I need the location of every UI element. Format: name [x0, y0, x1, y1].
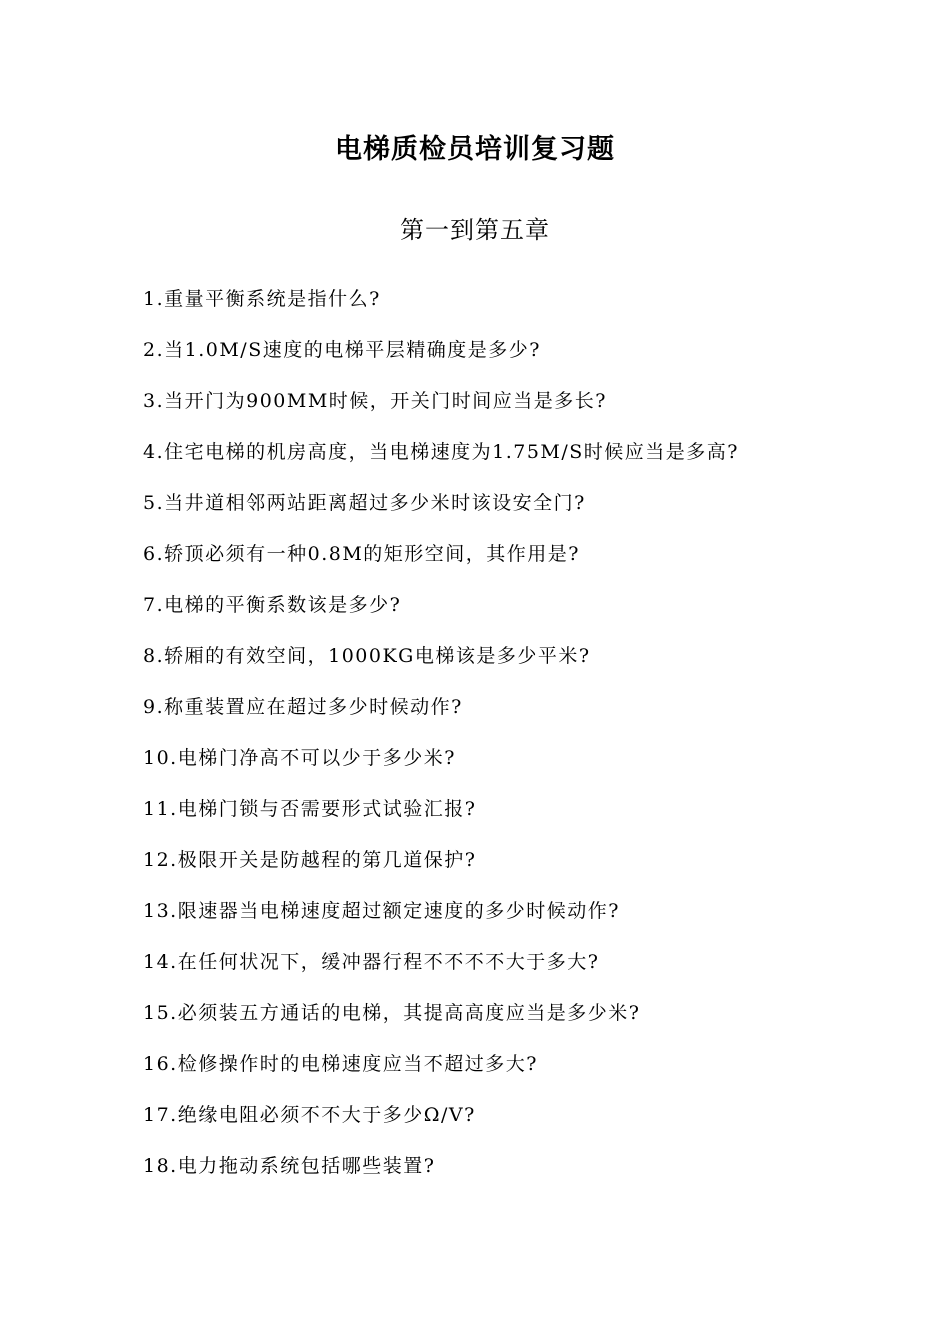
question-item: 5.当井道相邻两站距离超过多少米时该设安全门? — [143, 492, 586, 514]
question-item: 8.轿厢的有效空间，1000KG电梯该是多少平米? — [143, 645, 591, 667]
chapter-heading: 第一到第五章 — [400, 216, 550, 244]
question-item: 15.必须装五方通话的电梯，其提高高度应当是多少米? — [143, 1002, 641, 1024]
question-item: 3.当开门为900MM时候，开关门时间应当是多长? — [143, 390, 607, 412]
question-item: 17.绝缘电阻必须不不大于多少Ω/V? — [143, 1104, 476, 1126]
question-item: 6.轿顶必须有一种0.8M的矩形空间，其作用是? — [143, 543, 580, 565]
question-item: 4.住宅电梯的机房高度，当电梯速度为1.75M/S时候应当是多高? — [143, 441, 739, 463]
question-list — [143, 284, 923, 1202]
question-item: 12.极限开关是防越程的第几道保护? — [143, 849, 477, 871]
question-item: 2.当1.0M/S速度的电梯平层精确度是多少? — [143, 339, 541, 361]
question-item: 14.在任何状况下，缓冲器行程不不不不大于多大? — [143, 951, 600, 973]
question-item: 13.限速器当电梯速度超过额定速度的多少时候动作? — [143, 900, 620, 922]
question-item: 10.电梯门净高不可以少于多少米? — [143, 747, 456, 769]
question-item: 1.重量平衡系统是指什么? — [143, 288, 381, 310]
question-item: 18.电力拖动系统包括哪些装置? — [143, 1155, 436, 1177]
question-item: 9.称重装置应在超过多少时候动作? — [143, 696, 463, 718]
document-title: 电梯质检员培训复习题 — [335, 134, 615, 165]
question-item: 11.电梯门锁与否需要形式试验汇报? — [143, 798, 477, 820]
question-item: 7.电梯的平衡系数该是多少? — [143, 594, 402, 616]
question-item: 16.检修操作时的电梯速度应当不超过多大? — [143, 1053, 538, 1075]
